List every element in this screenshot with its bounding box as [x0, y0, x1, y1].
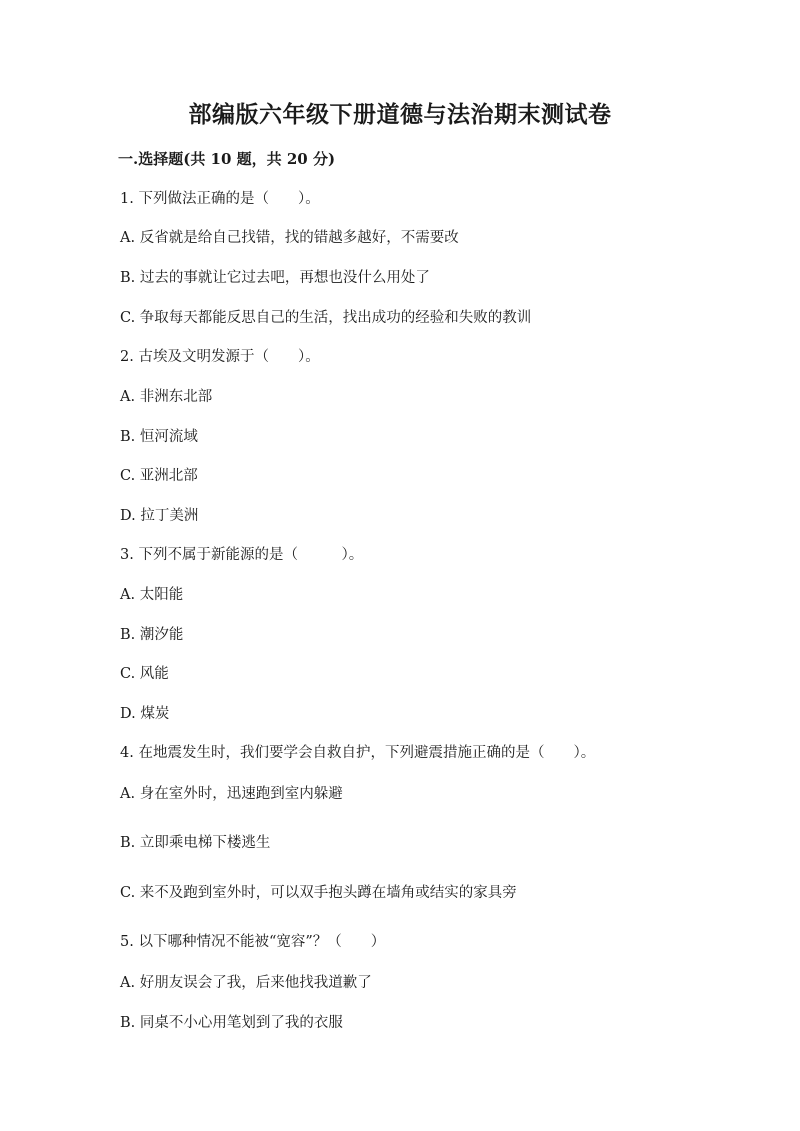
question-4-option-c: C. 来不及跑到室外时，可以双手抱头蹲在墙角或结实的家具旁 [120, 885, 517, 901]
question-3-stem: 3. 下列不属于新能源的是（ ）。 [120, 547, 364, 563]
question-2-option-c: C. 亚洲北部 [120, 468, 198, 484]
section-heading: 一.选择题(共 10 题，共 20 分) [118, 150, 336, 168]
question-3-option-a: A. 太阳能 [120, 587, 184, 603]
exam-title: 部编版六年级下册道德与法治期末测试卷 [188, 101, 612, 128]
question-1-option-b: B. 过去的事就让它过去吧，再想也没什么用处了 [120, 270, 430, 286]
question-1-option-c: C. 争取每天都能反思自己的生活，找出成功的经验和失败的教训 [120, 310, 532, 326]
question-1-option-a: A. 反省就是给自己找错，找的错越多越好，不需要改 [120, 230, 459, 246]
question-3-option-c: C. 风能 [120, 666, 169, 682]
question-2-option-b: B. 恒河流域 [120, 429, 198, 445]
question-4-option-a: A. 身在室外时，迅速跑到室内躲避 [120, 786, 343, 802]
question-4-stem: 4. 在地震发生时，我们要学会自救自护，下列避震措施正确的是（ ）。 [120, 745, 596, 761]
question-2-option-a: A. 非洲东北部 [120, 389, 213, 405]
question-4-option-b: B. 立即乘电梯下楼逃生 [120, 835, 271, 851]
question-3-option-d: D. 煤炭 [120, 706, 170, 722]
question-2-option-d: D. 拉丁美洲 [120, 508, 199, 524]
question-3-option-b: B. 潮汐能 [120, 627, 184, 643]
question-5-option-b: B. 同桌不小心用笔划到了我的衣服 [120, 1015, 343, 1031]
question-5-stem: 5. 以下哪种情况不能被“宽容”？（ ） [120, 934, 386, 950]
question-1-stem: 1. 下列做法正确的是（ ）。 [120, 191, 320, 207]
question-2-stem: 2. 古埃及文明发源于（ ）。 [120, 349, 320, 365]
question-5-option-a: A. 好朋友误会了我，后来他找我道歉了 [120, 975, 372, 991]
